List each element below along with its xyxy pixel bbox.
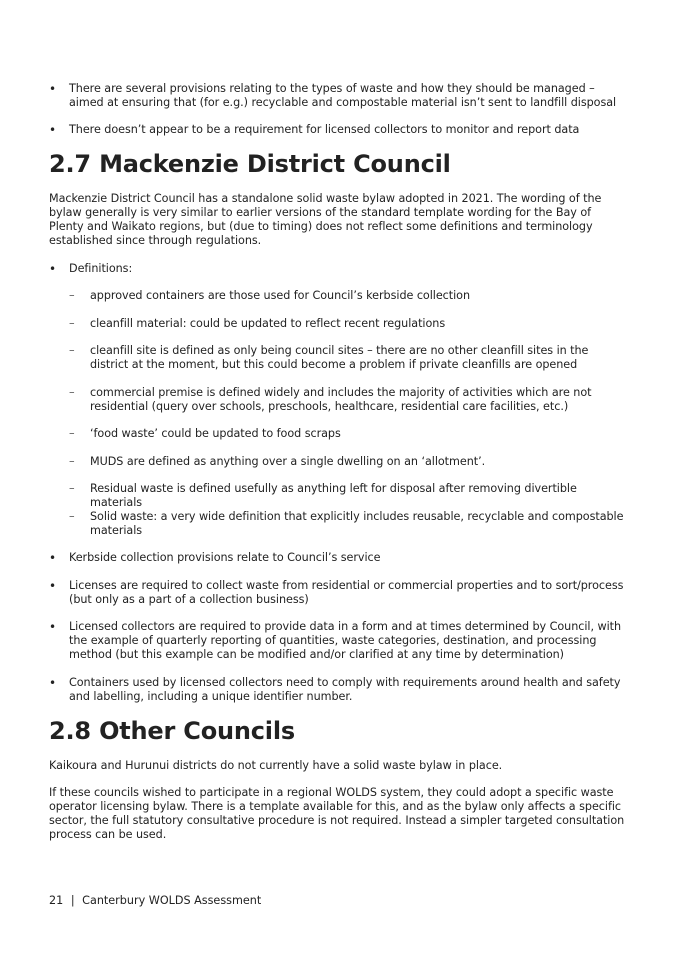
bullet-marker: • bbox=[49, 579, 57, 593]
dash-marker: – bbox=[69, 289, 75, 302]
bullet-text: Licensed collectors are required to provide data in a form and at times determined by Council, with the example of quarterly reporting of quantities, waste categories, destination, and processing method (but this example can be modified and/or clarified at any time by determination) bbox=[69, 620, 622, 661]
definition-text: cleanfill site is defined as only being council sites – there are no other cleanfill sites in the district at the moment, but this could become a problem if private cleanfills are opened bbox=[90, 344, 589, 371]
section-paragraph: If these councils wished to participate in a regional WOLDS system, they could adopt a specific waste operator licensing bylaw. There is a template available for this, and as the bylaw only affects a specific sector, the full statutory consultative procedure is not required. Instead a simpler targeted consultation process can be used. bbox=[49, 786, 625, 841]
page-number: 21 bbox=[49, 894, 64, 907]
bullet-marker: • bbox=[49, 262, 57, 276]
bullet-marker: • bbox=[49, 82, 57, 96]
bullet-text: There doesn’t appear to be a requirement for licensed collectors to monitor and report data bbox=[69, 123, 580, 136]
bullet-marker: • bbox=[49, 123, 57, 137]
section-heading-2-7: 2.7 Mackenzie District Council bbox=[49, 150, 451, 178]
definition-text: approved containers are those used for Council’s kerbside collection bbox=[90, 289, 471, 302]
section-paragraph: Kaikoura and Hurunui districts do not currently have a solid waste bylaw in place. bbox=[49, 759, 503, 772]
bullet-marker: • bbox=[49, 551, 57, 565]
bullet-text: Definitions: bbox=[69, 262, 133, 275]
bullet-text: There are several provisions relating to the types of waste and how they should be managed – aimed at ensuring that (for e.g.) recyclable and compostable material isn’t sent to landfill disposal bbox=[69, 82, 617, 109]
document-title: Canterbury WOLDS Assessment bbox=[82, 894, 262, 907]
footer-separator: | bbox=[70, 894, 75, 907]
definition-text: Solid waste: a very wide definition that explicitly includes reusable, recyclable and compostable materials bbox=[90, 510, 624, 537]
bullet-text: Licenses are required to collect waste from residential or commercial properties and to sort/process (but only as a part of a collection business) bbox=[69, 579, 624, 606]
dash-marker: – bbox=[69, 317, 75, 330]
definition-text: commercial premise is defined widely and includes the majority of activities which are not residential (query over schools, preschools, healthcare, residential care facilities, etc.) bbox=[90, 386, 592, 413]
page-footer bbox=[49, 894, 261, 908]
bullet-text: Kerbside collection provisions relate to Council’s service bbox=[69, 551, 381, 564]
dash-marker: – bbox=[69, 427, 75, 440]
section-paragraph: Mackenzie District Council has a standalone solid waste bylaw adopted in 2021. The wording of the bylaw generally is very similar to earlier versions of the standard template wording for the Bay of Plenty and Waikato regions, but (due to timing) does not reflect some definitions and terminology established since through regulations. bbox=[49, 192, 602, 247]
dash-marker: – bbox=[69, 482, 75, 495]
definition-text: cleanfill material: could be updated to reflect recent regulations bbox=[90, 317, 446, 330]
dash-marker: – bbox=[69, 386, 75, 399]
definition-text: Residual waste is defined usefully as anything left for disposal after removing divertible materials bbox=[90, 482, 577, 509]
bullet-marker: • bbox=[49, 676, 57, 690]
definition-text: ‘food waste’ could be updated to food scraps bbox=[90, 427, 341, 440]
dash-marker: – bbox=[69, 510, 75, 523]
dash-marker: – bbox=[69, 455, 75, 468]
bullet-text: Containers used by licensed collectors need to comply with requirements around health and safety and labelling, including a unique identifier number. bbox=[69, 676, 621, 703]
dash-marker: – bbox=[69, 344, 75, 357]
definition-text: MUDS are defined as anything over a single dwelling on an ‘allotment’. bbox=[90, 455, 486, 468]
bullet-marker: • bbox=[49, 620, 57, 634]
section-heading-2-8: 2.8 Other Councils bbox=[49, 717, 295, 745]
